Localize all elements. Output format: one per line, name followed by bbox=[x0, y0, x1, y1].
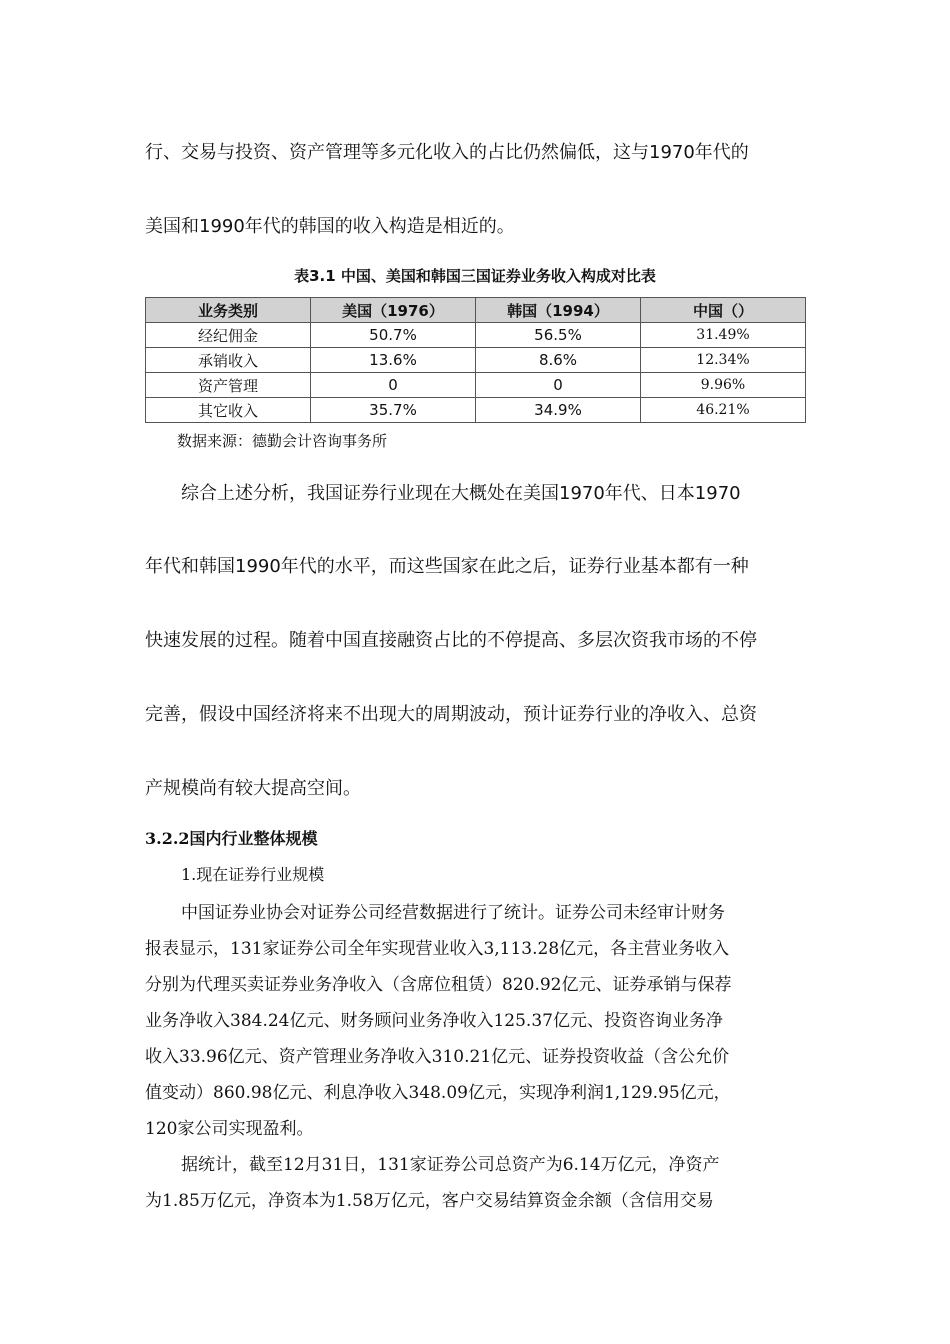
table-cell: 46.21% bbox=[641, 398, 806, 423]
body-line: 120家公司实现盈利。 bbox=[145, 1119, 314, 1139]
table-cell: 12.34% bbox=[641, 348, 806, 373]
table-cell: 35.7% bbox=[311, 398, 476, 423]
body-line: 报表显示，131家证券公司全年实现营业收入3,113.28亿元，各主营业务收入 bbox=[145, 939, 730, 959]
body-line: 据统计，截至12月31日，131家证券公司总资产为6.14万亿元，净资产 bbox=[181, 1155, 720, 1175]
analysis-line-2: 年代和韩国1990年代的水平，而这些国家在此之后，证券行业基本都有一种 bbox=[145, 556, 749, 577]
body-line: 业务净收入384.24亿元、财务顾问业务净收入125.37亿元、投资咨询业务净 bbox=[145, 1011, 723, 1031]
table-cell: 8.6% bbox=[476, 348, 641, 373]
body-line: 为1.85万亿元，净资本为1.58万亿元，客户交易结算资金余额（含信用交易 bbox=[145, 1191, 714, 1211]
analysis-line-4: 完善，假设中国经济将来不出现大的周期波动，预计证券行业的净收入、总资 bbox=[145, 704, 757, 725]
table-cell: 0 bbox=[476, 373, 641, 398]
body-line: 收入33.96亿元、资产管理业务净收入310.21亿元、证券投资收益（含公允价 bbox=[145, 1047, 730, 1067]
table-cell: 9.96% bbox=[641, 373, 806, 398]
table-row bbox=[146, 373, 806, 398]
table-row bbox=[146, 348, 806, 373]
header-category: 业务类别 bbox=[146, 298, 311, 323]
table-row bbox=[146, 398, 806, 423]
table-row bbox=[146, 323, 806, 348]
section-heading: 3.2.2国内行业整体规模 bbox=[145, 829, 318, 848]
intro-line-1: 行、交易与投资、资产管理等多元化收入的占比仍然偏低，这与1970年代的 bbox=[145, 142, 749, 163]
table-header-row bbox=[146, 298, 806, 323]
table-cell: 56.5% bbox=[476, 323, 641, 348]
table-cell: 承销收入 bbox=[146, 348, 311, 373]
table-source-note: 数据来源：德勤会计咨询事务所 bbox=[177, 432, 388, 450]
analysis-line-3: 快速发展的过程。随着中国直接融资占比的不停提高、多层次资我市场的不停 bbox=[145, 630, 757, 651]
header-korea: 韩国（1994） bbox=[476, 298, 641, 323]
body-line: 中国证券业协会对证券公司经营数据进行了统计。证券公司未经审计财务 bbox=[181, 903, 725, 923]
analysis-line-1: 综合上述分析，我国证券行业现在大概处在美国1970年代、日本1970 bbox=[181, 483, 741, 504]
table-cell: 0 bbox=[311, 373, 476, 398]
revenue-comparison-table bbox=[145, 297, 806, 423]
body-line: 分别为代理买卖证券业务净收入（含席位租赁）820.92亿元、证券承销与保荐 bbox=[145, 975, 732, 995]
table-cell: 经纪佣金 bbox=[146, 323, 311, 348]
header-usa: 美国（1976） bbox=[311, 298, 476, 323]
table-cell: 31.49% bbox=[641, 323, 806, 348]
body-line: 值变动）860.98亿元、利息净收入348.09亿元，实现净利润1,129.95亿元， bbox=[145, 1083, 731, 1103]
table-cell: 34.9% bbox=[476, 398, 641, 423]
table-cell: 50.7% bbox=[311, 323, 476, 348]
intro-line-2: 美国和1990年代的韩国的收入构造是相近的。 bbox=[145, 216, 515, 237]
header-china: 中国（） bbox=[641, 298, 806, 323]
subsection-heading: 1.现在证券行业规模 bbox=[181, 865, 325, 884]
table-cell: 其它收入 bbox=[146, 398, 311, 423]
analysis-line-5: 产规模尚有较大提高空间。 bbox=[145, 778, 361, 799]
table-caption: 表3.1 中国、美国和韩国三国证券业务收入构成对比表 bbox=[294, 267, 656, 285]
table-cell: 资产管理 bbox=[146, 373, 311, 398]
table-cell: 13.6% bbox=[311, 348, 476, 373]
